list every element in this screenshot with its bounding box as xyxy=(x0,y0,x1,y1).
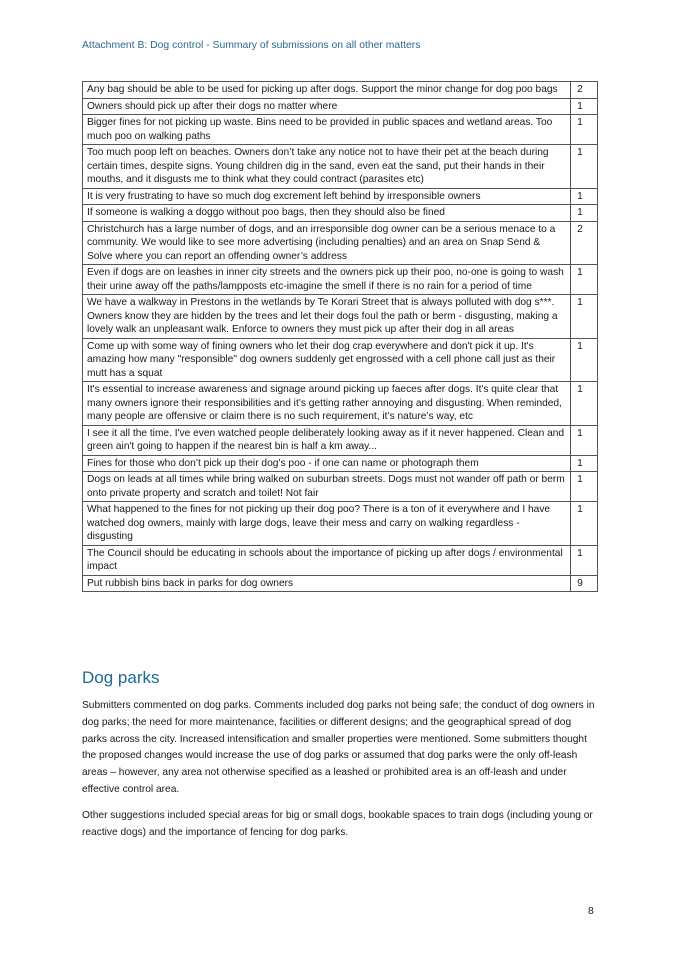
comment-cell: We have a walkway in Prestons in the wetlands by Te Korari Street that is always polluted with dog s***. Owners know they are hidden by the trees and let their dogs foul the path or berm - disgusting, making a lovely walk an unpleasant walk. Enforce to owners they must pick up after their dog in all areas xyxy=(83,295,571,339)
comment-cell: I see it all the time. I've even watched people deliberately looking away as if it never happened. Clean and green ain't going to happen if the nearest bin is half a km away... xyxy=(83,425,571,455)
comment-cell: The Council should be educating in schools about the importance of picking up after dogs / environmental impact xyxy=(83,545,571,575)
count-cell: 1 xyxy=(571,382,598,426)
table-row xyxy=(83,472,598,502)
comment-cell: Owners should pick up after their dogs no matter where xyxy=(83,98,571,115)
count-cell: 1 xyxy=(571,455,598,472)
count-cell: 1 xyxy=(571,145,598,189)
count-cell: 1 xyxy=(571,425,598,455)
count-cell: 1 xyxy=(571,265,598,295)
count-cell: 1 xyxy=(571,115,598,145)
table-row xyxy=(83,82,598,99)
comment-cell: Too much poop left on beaches. Owners don’t take any notice not to have their pet at the beach during certain times, despite signs. Young children dig in the sand, even eat the sand, put their hands in their mouths, and it disgusts me to think what they could contract (parasites etc) xyxy=(83,145,571,189)
comment-cell: Fines for those who don’t pick up their dog’s poo - if one can name or photograph them xyxy=(83,455,571,472)
table-body xyxy=(83,82,598,592)
comment-cell: Come up with some way of fining owners who let their dog crap everywhere and don't pick it up. It's amazing how many "responsible" dog owners suddenly get engrossed with a cell phone call just as their mutt has a squat xyxy=(83,338,571,382)
table-row xyxy=(83,425,598,455)
count-cell: 1 xyxy=(571,188,598,205)
submissions-table xyxy=(82,81,598,592)
count-cell: 2 xyxy=(571,221,598,265)
section-heading: Dog parks xyxy=(82,668,160,687)
count-cell: 1 xyxy=(571,338,598,382)
count-cell: 9 xyxy=(571,575,598,592)
comment-cell: If someone is walking a doggo without poo bags, then they should also be fined xyxy=(83,205,571,222)
count-cell: 1 xyxy=(571,205,598,222)
count-cell: 1 xyxy=(571,98,598,115)
count-cell: 1 xyxy=(571,295,598,339)
table-row xyxy=(83,502,598,546)
comment-cell: Bigger fines for not picking up waste. Bins need to be provided in public spaces and wetland areas. Too much poo on walking paths xyxy=(83,115,571,145)
comment-cell: Any bag should be able to be used for picking up after dogs. Support the minor change for dog poo bags xyxy=(83,82,571,99)
table-row xyxy=(83,188,598,205)
table-row xyxy=(83,221,598,265)
page-number: 8 xyxy=(588,906,594,917)
count-cell: 1 xyxy=(571,502,598,546)
comment-cell: Put rubbish bins back in parks for dog owners xyxy=(83,575,571,592)
table-row xyxy=(83,145,598,189)
table-row xyxy=(83,545,598,575)
table-row xyxy=(83,265,598,295)
count-cell: 1 xyxy=(571,472,598,502)
comment-cell: Dogs on leads at all times while bring walked on suburban streets. Dogs must not wander off path or berm onto private property and scratch and toilet! Not fair xyxy=(83,472,571,502)
table-row xyxy=(83,382,598,426)
comment-cell: Christchurch has a large number of dogs, and an irresponsible dog owner can be a serious menace to a community. We would like to see more advertising (including penalties) and an area on Snap Send & Solve where you can report an offending owner’s address xyxy=(83,221,571,265)
comment-cell: It is very frustrating to have so much dog excrement left behind by irresponsible owners xyxy=(83,188,571,205)
paragraph: Submitters commented on dog parks. Comments included dog parks not being safe; the conduct of dog owners in dog parks; the need for more maintenance, facilities or different designs; and the geographical spread of dog parks across the city. Increased intensification and smaller properties were mentioned. Some submitters thought the proposed changes would increase the use of dog parks or assumed that dog parks were the only off-leash areas – however, any area not otherwise specified as a leashed or prohibited area is an off-leash and under effective control area. xyxy=(82,700,595,795)
paragraph: Other suggestions included special areas for big or small dogs, bookable spaces to train dogs (including young or reactive dogs) and the importance of fencing for dog parks. xyxy=(82,810,593,838)
comment-cell: Even if dogs are on leashes in inner city streets and the owners pick up their poo, no-one is going to wash their urine away off the paths/lampposts etc-imagine the smell if there is no rain for a period of time xyxy=(83,265,571,295)
table-row xyxy=(83,455,598,472)
page-header: Attachment B: Dog control - Summary of submissions on all other matters xyxy=(82,40,421,51)
table-row xyxy=(83,338,598,382)
table-row xyxy=(83,575,598,592)
table-row xyxy=(83,115,598,145)
count-cell: 2 xyxy=(571,82,598,99)
table-row xyxy=(83,98,598,115)
table-row xyxy=(83,295,598,339)
comment-cell: What happened to the fines for not picking up their dog poo? There is a ton of it everywhere and I have watched dog owners, mainly with large dogs, leave their mess and carry on walking regardless - disgusting xyxy=(83,502,571,546)
table-row xyxy=(83,205,598,222)
count-cell: 1 xyxy=(571,545,598,575)
comment-cell: It's essential to increase awareness and signage around picking up faeces after dogs. It's quite clear that many owners ignore their responsibilities and it’s getting rather annoying and disgusting. When reminded, many people are offensive or claim there is no such requirement, it’s nature’s way, etc xyxy=(83,382,571,426)
